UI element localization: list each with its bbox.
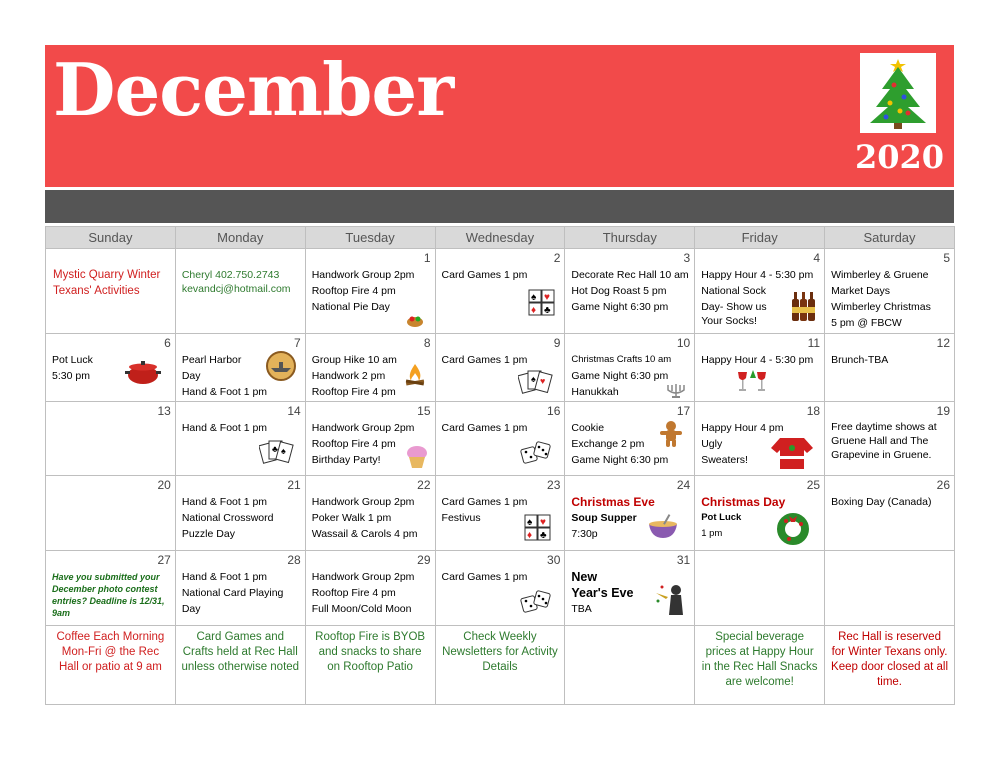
event: Happy Hour 4 - 5:30 pm <box>701 354 814 366</box>
event: Game Night 6:30 pm <box>571 301 669 313</box>
event: Rooftop Fire 4 pm <box>311 587 396 599</box>
campfire-icon <box>403 362 427 388</box>
day-cell <box>305 476 435 551</box>
pearl-harbor-icon <box>265 350 297 382</box>
pie-icon <box>405 311 425 329</box>
event: Group Hike 10 am <box>311 354 397 366</box>
holiday-title: Year's Eve <box>571 586 634 600</box>
note-cell <box>46 626 176 705</box>
svg-text:♠: ♠ <box>531 292 537 303</box>
svg-text:♥: ♥ <box>540 517 547 528</box>
day-cell <box>695 402 825 476</box>
header-band <box>45 190 954 223</box>
day-number: 20 <box>157 478 171 492</box>
svg-text:♠: ♠ <box>531 374 537 384</box>
weekday-wednesday: Wednesday <box>435 227 565 249</box>
event: Full Moon/Cold Moon <box>311 603 412 615</box>
day-cell <box>565 334 695 402</box>
day-number: 9 <box>553 336 561 350</box>
day-number: 2 <box>553 251 561 265</box>
day-number: 15 <box>417 404 431 418</box>
day-number: 28 <box>287 553 301 567</box>
weekday-thursday: Thursday <box>565 227 695 249</box>
soup-bowl-icon <box>646 514 680 540</box>
note-cell <box>695 626 825 705</box>
event: Wassail & Carols 4 pm <box>311 528 418 540</box>
event: Soup Supper <box>571 512 637 524</box>
event: Handwork Group 2pm <box>311 496 415 508</box>
day-cell <box>46 551 176 626</box>
rooftop-fire-note: Rooftop Fire is BYOB and snacks to share on Rooftop Patio <box>315 631 426 673</box>
day-number: 7 <box>294 336 301 350</box>
day-number: 18 <box>806 404 821 418</box>
event: Pot Luck <box>701 512 742 523</box>
event: 1 pm <box>701 528 723 539</box>
week-row <box>46 476 955 551</box>
event: Card Games 1 pm <box>441 496 528 508</box>
weekday-tuesday: Tuesday <box>305 227 435 249</box>
day-cell <box>695 476 825 551</box>
note-cell <box>175 626 305 705</box>
day-number: 26 <box>936 478 950 492</box>
day-number: 4 <box>813 251 821 265</box>
week-row <box>46 334 955 402</box>
month-title: December <box>53 47 454 132</box>
event: Hand & Foot 1 pm <box>181 571 268 583</box>
day-cell <box>825 402 955 476</box>
year-label: 2020 <box>854 138 944 176</box>
week-row <box>46 402 955 476</box>
gingerbread-icon <box>658 420 684 448</box>
event: Free daytime shows at <box>831 421 937 433</box>
day-cell <box>305 551 435 626</box>
day-cell <box>565 402 695 476</box>
day-cell <box>46 476 176 551</box>
day-cell <box>825 249 955 334</box>
contact-email: kevandcj@hotmail.com <box>181 283 291 295</box>
newsletter-note: Check Weekly Newsletters for Activity Details <box>442 631 558 673</box>
dice-icon <box>520 589 552 615</box>
week-row <box>46 551 955 626</box>
event: 7:30p <box>571 528 598 540</box>
pot-icon <box>123 356 163 386</box>
event: Grapevine in Gruene. <box>831 449 932 461</box>
note-cell <box>565 626 695 705</box>
day-cell <box>46 402 176 476</box>
event: Game Night 6:30 pm <box>571 454 669 466</box>
day-number: 13 <box>157 404 171 418</box>
event: Rooftop Fire 4 pm <box>311 438 396 450</box>
day-number: 24 <box>676 478 691 492</box>
day-cell <box>435 402 565 476</box>
menorah-icon <box>666 382 686 398</box>
event: Hand & Foot 1 pm <box>181 496 268 508</box>
day-cell <box>825 334 955 402</box>
event: Pearl Harbor <box>181 354 242 366</box>
svg-text:♣: ♣ <box>271 444 278 454</box>
event: Card Games 1 pm <box>441 354 528 366</box>
day-cell <box>175 334 305 402</box>
note-cell <box>435 626 565 705</box>
event: Decorate Rec Hall 10 am <box>571 269 689 281</box>
day-cell <box>175 551 305 626</box>
event: Market Days <box>831 285 890 297</box>
day-number: 5 <box>943 251 950 265</box>
day-number: 1 <box>423 251 431 265</box>
event: Hot Dog Roast 5 pm <box>571 285 667 297</box>
event: Puzzle Day <box>181 528 235 540</box>
event: Card Games 1 pm <box>441 422 528 434</box>
wine-glasses-icon <box>735 368 771 394</box>
weekday-sunday: Sunday <box>46 227 176 249</box>
day-cell <box>435 476 565 551</box>
day-number: 22 <box>417 478 431 492</box>
day-cell <box>46 334 176 402</box>
day-cell <box>825 551 955 626</box>
coffee-note: Coffee Each Morning Mon-Fri @ the Rec Hall or patio at 9 am <box>56 631 165 673</box>
calendar-title: Mystic Quarry Winter Texans' Activities <box>53 269 161 297</box>
day-number: 27 <box>157 553 171 567</box>
day-cell <box>435 551 565 626</box>
event: Game Night 6:30 pm <box>571 370 669 382</box>
event: Birthday Party! <box>311 454 381 466</box>
day-number: 23 <box>547 478 561 492</box>
playing-cards-icon <box>518 368 554 396</box>
event: Festivus <box>441 512 481 524</box>
event: Wimberley & Gruene <box>831 269 929 281</box>
event: National Crossword <box>181 512 274 524</box>
calendar-grid <box>45 226 955 705</box>
event: Boxing Day (Canada) <box>831 496 932 508</box>
playing-cards-icon <box>524 514 552 542</box>
event: Brunch-TBA <box>831 354 889 366</box>
day-number: 10 <box>676 336 691 350</box>
day-cell <box>175 402 305 476</box>
svg-text:♦: ♦ <box>527 530 533 541</box>
card-games-note: Card Games and Crafts held at Rec Hall unless otherwise noted <box>181 631 300 673</box>
event: Gruene Hall and The <box>831 435 929 447</box>
day-number: 14 <box>287 404 301 418</box>
ugly-sweater-icon <box>770 436 814 470</box>
event: Christmas Crafts 10 am <box>571 354 672 365</box>
svg-text:♠: ♠ <box>527 517 533 528</box>
dice-icon <box>520 440 552 466</box>
day-cell <box>435 249 565 334</box>
event: Happy Hour 4 - 5:30 pm <box>701 269 814 281</box>
contact-name: Cheryl 402.750.2743 <box>181 269 280 281</box>
event: National Pie Day <box>311 301 390 313</box>
event: Pot Luck <box>52 354 93 366</box>
event: Hand & Foot 1 pm <box>181 386 268 398</box>
svg-text:♣: ♣ <box>540 530 547 541</box>
event: Handwork Group 2pm <box>311 422 415 434</box>
event: Cookie <box>571 422 605 434</box>
weekday-monday: Monday <box>175 227 305 249</box>
event: TBA <box>571 603 592 615</box>
rec-hall-note: Rec Hall is reserved for Winter Texans only. Keep door closed at all time. <box>831 631 949 688</box>
holiday-title: Christmas Day <box>701 495 786 509</box>
day-cell <box>695 551 825 626</box>
day-cell <box>695 334 825 402</box>
day-number: 19 <box>936 404 950 418</box>
event: Wimberley Christmas <box>831 301 931 313</box>
wreath-icon <box>776 512 810 546</box>
event: Hanukkah <box>571 386 619 398</box>
playing-cards-icon <box>528 289 556 317</box>
note-cell <box>305 626 435 705</box>
beer-bottles-icon <box>790 289 816 323</box>
day-number: 6 <box>164 336 171 350</box>
svg-text:♠: ♠ <box>280 446 286 456</box>
event: Day <box>181 370 201 382</box>
event: 5:30 pm <box>52 370 90 382</box>
christmas-tree-icon <box>860 53 936 133</box>
calendar-header <box>45 45 954 187</box>
event: Card Games 1 pm <box>441 571 528 583</box>
note-cell <box>825 626 955 705</box>
event: Ugly <box>701 438 723 450</box>
day-number: 17 <box>676 404 691 418</box>
day-cell <box>305 334 435 402</box>
day-number: 21 <box>287 478 301 492</box>
notes-row <box>46 626 955 705</box>
day-number: 30 <box>547 553 561 567</box>
holiday-title: New <box>571 570 598 584</box>
day-cell <box>565 476 695 551</box>
day-number: 3 <box>683 251 691 265</box>
day-number: 31 <box>676 553 691 567</box>
event: Day- Show us <box>701 301 767 313</box>
day-cell <box>565 551 695 626</box>
event: Poker Walk 1 pm <box>311 512 392 524</box>
svg-text:♣: ♣ <box>544 305 551 316</box>
event: Exchange 2 pm <box>571 438 645 450</box>
weekday-friday: Friday <box>695 227 825 249</box>
svg-text:♦: ♦ <box>531 305 537 316</box>
day-number: 12 <box>936 336 950 350</box>
day-number: 25 <box>806 478 821 492</box>
day-cell <box>565 249 695 334</box>
event: Handwork Group 2pm <box>311 571 415 583</box>
event: National Sock <box>701 285 767 297</box>
cupcake-icon <box>405 444 429 470</box>
playing-cards-icon <box>259 438 295 468</box>
event: Card Games 1 pm <box>441 269 528 281</box>
event: Rooftop Fire 4 pm <box>311 386 396 398</box>
day-cell <box>305 402 435 476</box>
event: Happy Hour 4 pm <box>701 422 784 434</box>
event: Rooftop Fire 4 pm <box>311 285 396 297</box>
day-cell <box>175 249 305 334</box>
week-row <box>46 249 955 334</box>
day-number: 29 <box>417 553 431 567</box>
day-number: 11 <box>807 336 821 350</box>
event: National Card Playing <box>181 587 284 599</box>
new-years-icon <box>654 581 688 617</box>
svg-text:♥: ♥ <box>540 376 546 386</box>
event: Day <box>181 603 201 615</box>
event: Handwork Group 2pm <box>311 269 415 281</box>
weekday-header-row <box>46 227 955 249</box>
event: 5 pm @ FBCW <box>831 317 902 329</box>
day-cell <box>435 334 565 402</box>
day-cell <box>695 249 825 334</box>
beverage-note: Special beverage prices at Happy Hour in the Rec Hall Snacks are welcome! <box>701 631 818 688</box>
svg-text:♥: ♥ <box>544 292 551 303</box>
day-number: 8 <box>423 336 431 350</box>
day-cell <box>825 476 955 551</box>
photo-contest-note: Have you submitted your December photo contest entries? Deadline is 12/31, 9am <box>52 572 165 618</box>
weekday-saturday: Saturday <box>825 227 955 249</box>
day-number: 16 <box>547 404 561 418</box>
event: Sweaters! <box>701 454 748 466</box>
day-cell <box>305 249 435 334</box>
event: Hand & Foot 1 pm <box>181 422 268 434</box>
holiday-title: Christmas Eve <box>571 495 655 509</box>
event: Handwork 2 pm <box>311 370 386 382</box>
day-cell <box>175 476 305 551</box>
event: Your Socks! <box>701 315 757 327</box>
day-cell <box>46 249 176 334</box>
